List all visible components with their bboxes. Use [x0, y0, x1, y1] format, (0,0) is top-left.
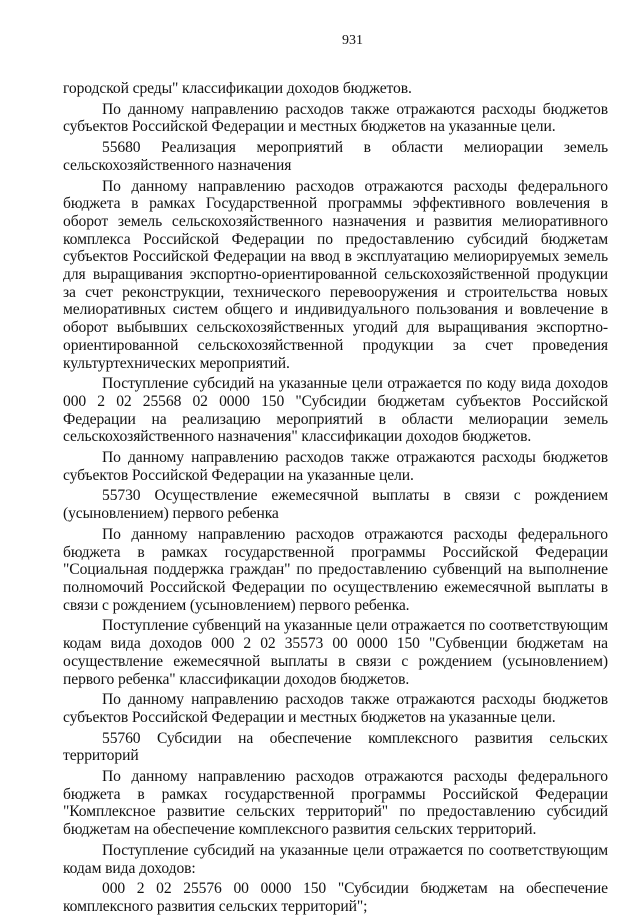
- paragraph: По данному направлению расходов отражаются расходы федерального бюджета в рамках государственной программы Российской Федерации "Социальная поддержка граждан" по предоставлению субвенций на выполнение полномочий Российской Федерации по осуществлению ежемесячной выплаты в связи с рождением (усыновлением) первого ребенка.: [63, 525, 608, 614]
- page-number: 931: [342, 33, 363, 48]
- paragraph: 55730 Осуществление ежемесячной выплаты в связи с рождением (усыновлением) первого ребенка: [63, 487, 608, 523]
- paragraph: Поступление субсидий на указанные цели отражается по коду вида доходов 000 2 02 25568 02 0000 150 "Субсидии бюджетам субъектов Российской Федерации на реализацию мероприятий в области мелиорации земель сельскохозяйственного назначения" классификации доходов бюджетов.: [63, 375, 608, 446]
- paragraph: По данному направлению расходов отражаются расходы федерального бюджета в рамках Государственной программы эффективного вовлечения в оборот земель сельскохозяйственного назначения и развития мелиоративного комплекса Российской Федерации по предоставлению субсидий бюджетам субъектов Российской Федерации на ввод в эксплуатацию мелиорируемых земель для выращивания экспортно-ориентированной сельскохозяйственной продукции за счет реконструкции, технического перевооружения и строительства новых мелиоративных систем общего и индивидуального пользования и вовлечение в оборот выбывших сельскохозяйственных угодий для выращивания экспортно-ориентированной сельскохозяйственной продукции за счет проведения культуртехнических мероприятий.: [63, 177, 608, 372]
- paragraph: 55680 Реализация мероприятий в области мелиорации земель сельскохозяйственного назначения: [63, 139, 608, 174]
- paragraph: По данному направлению расходов также отражаются расходы бюджетов субъектов Российской Федерации на указанные цели.: [63, 449, 608, 484]
- document-body: [63, 80, 608, 916]
- paragraph: Поступление субсидий на указанные цели отражается по соответствующим кодам вида доходов:: [63, 841, 608, 877]
- paragraph: По данному направлению расходов отражаются расходы федерального бюджета в рамках государственной программы Российской Федерации "Комплексное развитие сельских территорий" по предоставлению субсидий бюджетам на обеспечение комплексного развития сельских территорий.: [63, 768, 608, 839]
- paragraph: 000 2 02 25576 00 0000 150 "Субсидии бюджетам на обеспечение комплексного развития сельских территорий";: [63, 880, 608, 915]
- paragraph: Поступление субвенций на указанные цели отражается по соответствующим кодам вида доходов 000 2 02 35573 00 0000 150 "Субвенции бюджетам на осуществление ежемесячной выплаты в связи с рождением (усыновлением) первого ребенка" классификации доходов бюджетов.: [63, 617, 608, 688]
- paragraph: По данному направлению расходов также отражаются расходы бюджетов субъектов Российской Федерации и местных бюджетов на указанные цели.: [63, 691, 608, 726]
- paragraph: По данному направлению расходов также отражаются расходы бюджетов субъектов Российской Федерации и местных бюджетов на указанные цели.: [63, 100, 608, 136]
- paragraph: 55760 Субсидии на обеспечение комплексного развития сельских территорий: [63, 729, 608, 765]
- paragraph: городской среды" классификации доходов бюджетов.: [63, 80, 412, 97]
